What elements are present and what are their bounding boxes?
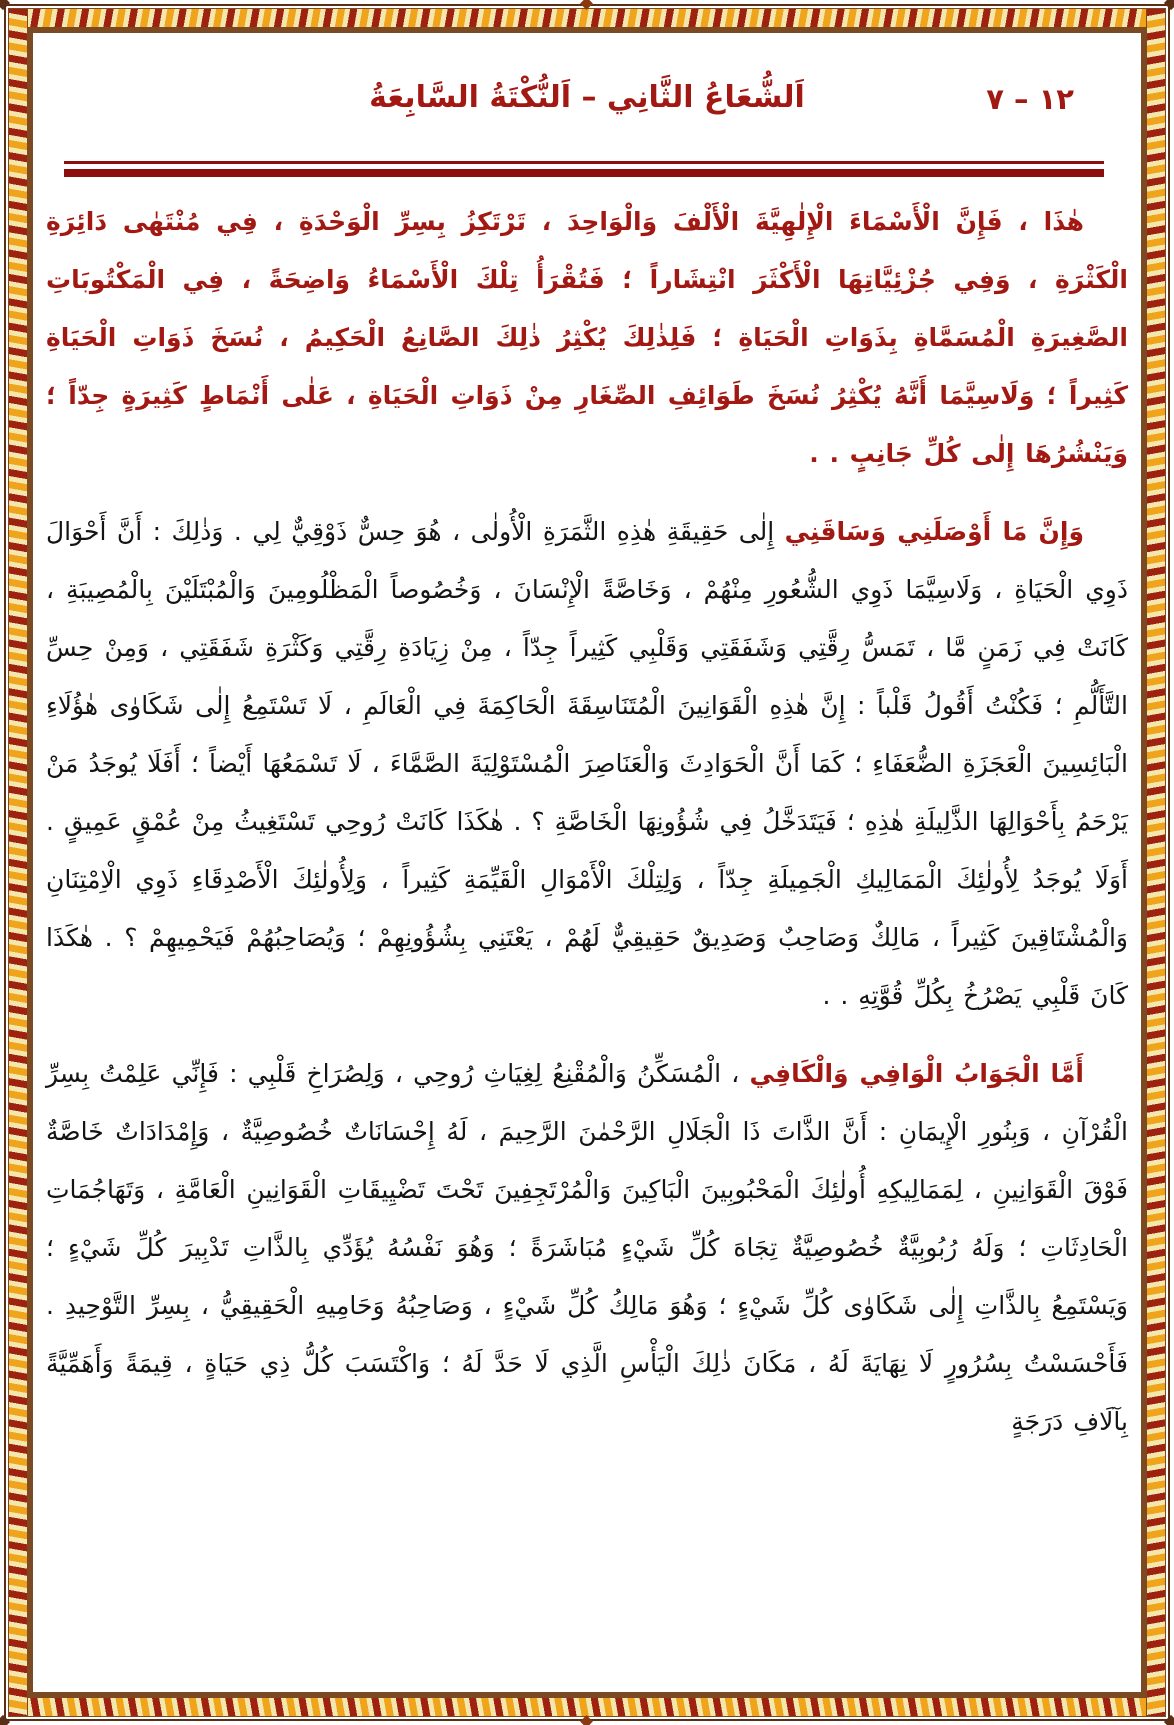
frame-band-right xyxy=(1146,8,1166,1717)
frame-band-top xyxy=(8,8,1166,28)
frame-band-bottom xyxy=(8,1697,1166,1717)
paragraph-second-rest: إِلٰى حَقِيقَةِ هٰذِهِ الثَّمَرَةِ الْأُولٰى ، هُوَ حِسٌّ ذَوْقِيٌّ لِي . وَذٰلِكَ : أَنَّ أَحْوَالَ ذَوِي الْحَيَاةِ ، وَلَاسِيَّمَا ذَوِي الشُّعُورِ مِنْهُمْ ، وَخَاصَّةً الْإِنْسَانَ ، وَخُصُوصاً الْمَظْلُومِينَ وَالْمُبْتَلَيْنَ بِالْمُصِيبَةِ ، كَانَتْ فِي زَمَنٍ مَّا ، تَمَسُّ رِقَّتِي وَشَفَقَتِي وَقَلْبِي كَثِيراً جِدّاً ، مِنْ زِيَادَةِ رِقَّتِي وَكَثْرَةِ شَفَقَتِي ، وَمِنْ حِسِّ التَّأَلُّمِ ؛ فَكُنْتُ أَقُولُ قَلْباً : إِنَّ هٰذِهِ الْقَوَانِينَ الْمُتَنَاسِقَةَ الْحَاكِمَةَ فِي الْعَالَمِ ، لَا تَسْتَمِعُ إِلٰى شَكَاوٰى هٰؤُلَاءِ الْبَائِسِينَ الْعَجَزَةِ الضُّعَفَاءِ ؛ كَمَا أَنَّ الْحَوَادِثَ وَالْعَنَاصِرَ الْمُسْتَوْلِيَةَ الصَّمَّاءَ ، لَا تَسْمَعُهَا أَيْضاً ؛ أَفَلَا يُوجَدُ مَنْ يَرْحَمُ بِأَحْوَالِهَا الذَّلِيلَةِ هٰذِهِ ؛ فَيَتَدَخَّلُ فِي شُؤُونِهَا الْخَاصَّةِ ؟ . هٰكَذَا كَانَتْ رُوحِي تَسْتَغِيثُ مِنْ عُمْقٍ عَمِيقٍ . أَوَلَا يُوجَدُ لِأُولٰئِكَ الْمَمَالِيكِ الْجَمِيلَةِ جِدّاً ، وَلِتِلْكَ الْأَمْوَالِ الْقَيِّمَةِ كَثِيراً ، وَلِأُولٰئِكَ الْأَصْدِقَاءِ ذَوِي الْاِمْتِنَانِ وَالْمُشْتَاقِينَ كَثِيراً ، مَالِكٌ وَصَاحِبٌ وَصَدِيقٌ حَقِيقِيٌّ لَهُمْ ، يَعْتَنِي بِشُؤُونِهِمْ ؛ وَيُصَاحِبُهُمْ فَيَحْمِيهِمْ ؟ . هٰكَذَا كَانَ قَلْبِي يَصْرُخُ بِكُلِّ قُوَّتِهِ . . xyxy=(46,517,1128,1010)
paragraph-third xyxy=(46,1045,1128,1451)
paragraph-second-lead: وَإِنَّ مَا أَوْصَلَنِي وَسَاقَنِي xyxy=(784,517,1084,546)
paragraph-third-rest: ، الْمُسَكِّنُ وَالْمُقْنِعُ لِغِيَاثِ رُوحِي ، وَلِصُرَاخِ قَلْبِي : فَإِنِّي عَلِمْتُ بِسِرِّ الْقُرْآنِ ، وَبِنُورِ الْإِيمَانِ : أَنَّ الذَّاتَ ذَا الْجَلَالِ الرَّحْمٰنَ الرَّحِيمَ ، لَهُ إِحْسَانَاتٌ خُصُوصِيَّةٌ ، وَإِمْدَادَاتٌ خَاصَّةٌ فَوْقَ الْقَوَانِينِ ، لِمَمَالِيكِهِ أُولٰئِكَ الْمَحْبُوبِينَ الْبَاكِينَ وَالْمُرْتَجِفِينَ تَحْتَ تَضْيِيقَاتِ الْقَوَانِينِ الْعَامَّةِ ، وَتَهَاجُمَاتِ الْحَادِثَاتِ ؛ وَلَهُ رُبُوبِيَّةٌ خُصُوصِيَّةٌ تِجَاهَ كُلِّ شَيْءٍ مُبَاشَرَةً ؛ وَهُوَ نَفْسُهُ يُؤَدِّي بِالذَّاتِ تَدْبِيرَ كُلِّ شَيْءٍ ؛ وَيَسْتَمِعُ بِالذَّاتِ إِلٰى شَكَاوٰى كُلِّ شَيْءٍ ؛ وَهُوَ مَالِكُ كُلِّ شَيْءٍ ، وَصَاحِبُهُ وَحَامِيهِ الْحَقِيقِيُّ ، بِسِرِّ التَّوْحِيدِ . فَأَحْسَسْتُ بِسُرُورٍ لَا نِهَايَةَ لَهُ ، مَكَانَ ذٰلِكَ الْيَأْسِ الَّذِي لَا حَدَّ لَهُ ؛ وَاكْتَسَبَ كُلُّ ذِي حَيَاةٍ ، قِيمَةً وَأَهَمِّيَّةً بِآلَافِ دَرَجَةٍ xyxy=(46,1059,1128,1436)
page-title: اَلشُّعَاعُ الثَّانِي – اَلنُّكْتَةُ السَّابِعَةُ xyxy=(369,80,805,115)
body-text xyxy=(46,193,1128,1451)
paragraph-opening: هٰذَا ، فَإِنَّ الْأَسْمَاءَ الْإِلٰهِيَّةَ الْأَلْفَ وَالْوَاحِدَ ، تَرْتَكِزُ بِسِرِّ الْوَحْدَةِ ، فِي مُنْتَهٰى دَائِرَةِ الْكَثْرَةِ ، وَفِي جُزْئِيَّاتِهَا الْأَكْثَرَ انْتِشَاراً ؛ فَتُقْرَأُ تِلْكَ الْأَسْمَاءُ وَاضِحَةً ، فِي الْمَكْتُوبَاتِ الصَّغِيرَةِ الْمُسَمَّاةِ بِذَوَاتِ الْحَيَاةِ ؛ فَلِذٰلِكَ يُكْثِرُ ذٰلِكَ الصَّانِعُ الْحَكِيمُ ، نُسَخَ ذَوَاتِ الْحَيَاةِ كَثِيراً ؛ وَلَاسِيَّمَا أَنَّهُ يُكْثِرُ نُسَخَ طَوَائِفِ الصِّغَارِ مِنْ ذَوَاتِ الْحَيَاةِ ، عَلٰى أَنْمَاطٍ كَثِيرَةٍ جِدّاً ؛ وَيَنْشُرُهَا إِلٰى كُلِّ جَانِبٍ . . xyxy=(46,207,1128,468)
page-number: ١٢ – ٧ xyxy=(986,82,1074,116)
page-content xyxy=(42,34,1132,1683)
header-rule xyxy=(64,161,1104,177)
frame-band-left xyxy=(8,8,28,1717)
paragraph-third-lead: أَمَّا الْجَوَابُ الْوَافِي وَالْكَافِي xyxy=(749,1059,1084,1088)
paragraph-second xyxy=(46,503,1128,1025)
page-header xyxy=(42,80,1132,134)
